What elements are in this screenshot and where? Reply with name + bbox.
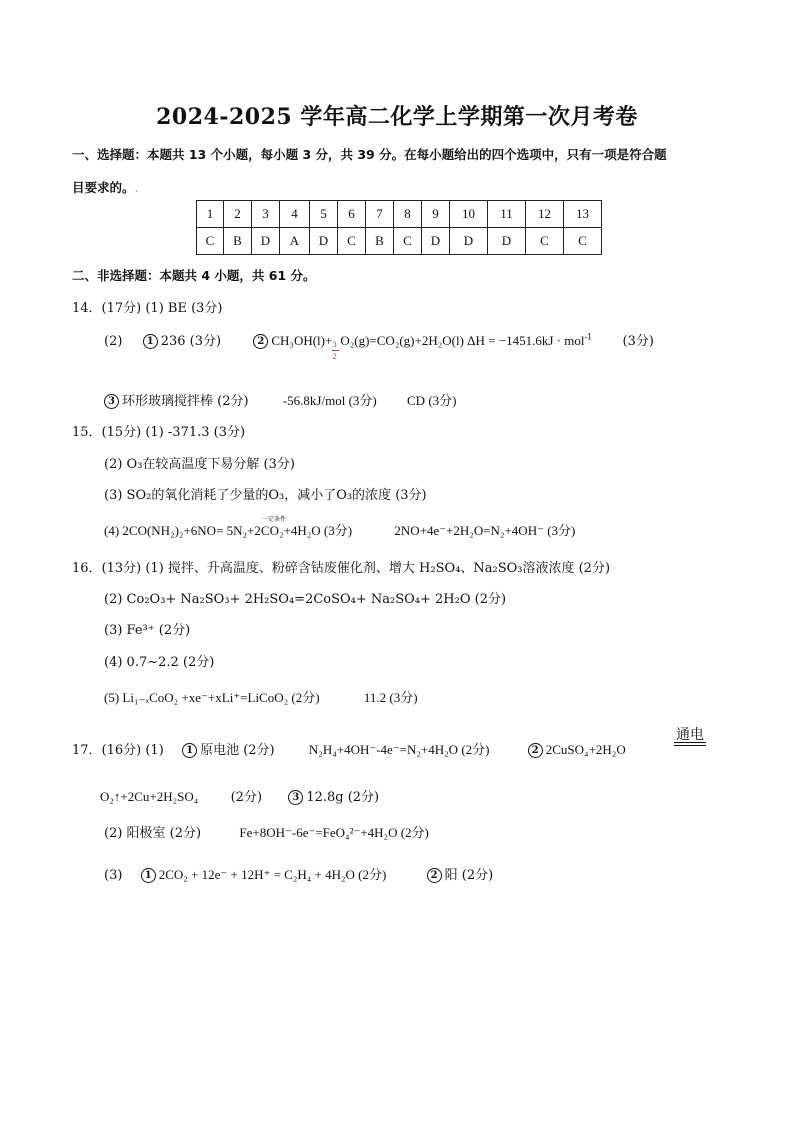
answer-cell: D (422, 228, 450, 255)
q15-electrode-equation: 2NO+4e⁻+2H₂O=N₂+4OH⁻ (3分) (394, 523, 576, 538)
answer-cell: B (224, 228, 252, 255)
q15-line3: (3) SO₂的氧化消耗了少量的O₃，减小了O₃的浓度 (3分) (104, 488, 427, 503)
answer-cell: C (394, 228, 422, 255)
equation-double-line-bottom (674, 745, 706, 746)
q14-thermo-equation-b: O₂(g)=CO₂(g)+2H₂O(l) ΔH = −1451.6kJ · mol (340, 333, 585, 348)
page-title: 2024-2025 学年高二化学上学期第一次月考卷 (156, 104, 638, 130)
q17-line1 (72, 739, 626, 758)
question-number-cell: 5 (310, 201, 338, 228)
q16-line5 (104, 687, 418, 706)
question-number-cell: 3 (252, 201, 280, 228)
q17-electrolysis-products: O₂↑+2Cu+2H₂SO₄ (100, 789, 199, 804)
q14-line1: 14．(17分) (1) BE (3分) (72, 301, 223, 316)
answer-cell: D (252, 228, 280, 255)
q14-thermo-equation-a: CH₃OH(l)+ (271, 333, 333, 348)
q17-answer-galvanic: 原电池 (2分) (200, 743, 275, 758)
q16-line3: (3) Fe³⁺ (2分) (104, 623, 191, 638)
q14-part3-answer: CD (3分) (407, 393, 457, 408)
question-number-cell: 7 (366, 201, 394, 228)
q14-part2-2-score: (3分) (622, 334, 654, 349)
answer-cell: D (488, 228, 526, 255)
q17-co2-reduction-equation: 2CO₂ + 12e⁻ + 12H⁺ = C₂H₄ + 4H₂O (2分) (158, 867, 387, 882)
circled-number-icon: 1 (182, 743, 197, 758)
question-number-cell: 9 (422, 201, 450, 228)
q17-header: 17．(16分) (1) (72, 743, 164, 758)
fraction-numerator: 3 (332, 341, 337, 349)
question-number-cell: 6 (338, 201, 366, 228)
q17-mass-answer: 12.8g (2分) (306, 790, 380, 805)
circled-number-icon: 3 (104, 394, 119, 409)
q17-electrolysis-score: (2分) (230, 790, 263, 805)
section1-line2: 目要求的。 (72, 180, 135, 195)
q17-anode-equation: N₂H₄+4OH⁻-4e⁻=N₂+4H₂O (2分) (308, 742, 490, 757)
q14-line3 (104, 390, 456, 409)
question-number-cell: 10 (450, 201, 488, 228)
circled-number-icon: 3 (288, 790, 303, 805)
answer-table-answer-row (197, 228, 602, 255)
reaction-condition: 一定条件 (262, 517, 287, 523)
q14-line2 (104, 330, 654, 361)
answer-cell: C (564, 228, 602, 255)
answer-table (196, 200, 602, 255)
fraction-three-halves (332, 335, 340, 361)
section2-instructions: 二、非选择题：本题共 4 小题，共 61 分。 (72, 268, 316, 283)
q14-part2-1-answer: 236 (3分) (160, 334, 222, 349)
question-number-cell: 11 (488, 201, 526, 228)
answer-table-number-row (197, 201, 602, 228)
q16-line2: (2) Co₂O₃+ Na₂SO₃+ 2H₂SO₄=2CoSO₄+ Na₂SO₄+ 2H₂O (2分) (104, 592, 507, 607)
electrolysis-condition-label: 通电 (676, 727, 704, 743)
q16-line4: (4) 0.7~2.2 (2分) (104, 655, 215, 670)
q17-ferrate-equation: Fe+8OH⁻-6e⁻=FeO₄²⁻+4H₂O (2分) (239, 825, 429, 840)
circled-number-icon: 2 (253, 334, 268, 349)
q17-part2-answer: (2) 阳极室 (2分) (104, 826, 202, 841)
section1-instructions-cont: 目要求的。. (72, 180, 139, 195)
q17-electrolysis-reactants: 2CuSO₄+2H₂O (545, 742, 626, 757)
question-number-cell: 12 (526, 201, 564, 228)
answer-cell: C (197, 228, 224, 255)
circled-number-icon: 2 (528, 743, 543, 758)
question-number-cell: 8 (394, 201, 422, 228)
q15-line1: 15．(15分) (1) -371.3 (3分) (72, 425, 246, 440)
q15-line2: (2) O₃在较高温度下易分解 (3分) (104, 457, 295, 472)
q14-enthalpy-answer: -56.8kJ/mol (3分) (282, 393, 377, 408)
answer-cell: D (450, 228, 488, 255)
answer-cell: D (310, 228, 338, 255)
answer-cell: A (280, 228, 310, 255)
q17-part3-label: (3) (104, 868, 123, 883)
q17-line2 (100, 786, 379, 805)
q17-part3-2-answer: 阳 (2分) (444, 868, 494, 883)
q16-battery-equation: (5) Li₁₋ₓCoO₂ +xe⁻+xLi⁺=LiCoO₂ (2分) (104, 690, 320, 705)
question-number-cell: 13 (564, 201, 602, 228)
q15-equation-reactants: (4) 2CO(NH₂)₂+6NO (104, 523, 217, 538)
question-number-cell: 2 (224, 201, 252, 228)
question-number-cell: 1 (197, 201, 224, 228)
answer-cell: B (366, 228, 394, 255)
section1-instructions (72, 145, 667, 163)
q14-unit-exponent: -1 (584, 332, 593, 342)
q14-part2-3-answer: 环形玻璃搅拌棒 (2分) (122, 394, 249, 409)
equation-double-line-top (674, 742, 706, 743)
q16-line1: 16．(13分) (1) 搅拌、升高温度、粉碎含钴废催化剂、增大 H₂SO₄、Na₂SO₃溶液浓度 (2分) (72, 561, 611, 576)
section1-line1: 一、选择题：本题共 13 个小题，每小题 3 分，共 39 分。在每小题给出的四个选项中，只有一项是符合题 (72, 147, 667, 162)
answer-cell: C (526, 228, 564, 255)
q16-part5-answer: 11.2 (3分) (363, 690, 418, 705)
q14-part2-label: (2) (104, 334, 123, 349)
q17-line4 (104, 864, 493, 883)
circled-number-icon: 1 (141, 868, 156, 883)
q17-line3 (104, 822, 429, 841)
q15-equation-products: = 5N₂+2CO₂+4H₂O (3分) (216, 523, 353, 538)
circled-number-icon: 2 (427, 868, 442, 883)
answer-cell: C (338, 228, 366, 255)
question-number-cell: 4 (280, 201, 310, 228)
q15-line4 (104, 517, 576, 539)
circled-number-icon: 1 (143, 334, 158, 349)
fraction-denominator: 2 (332, 353, 337, 361)
